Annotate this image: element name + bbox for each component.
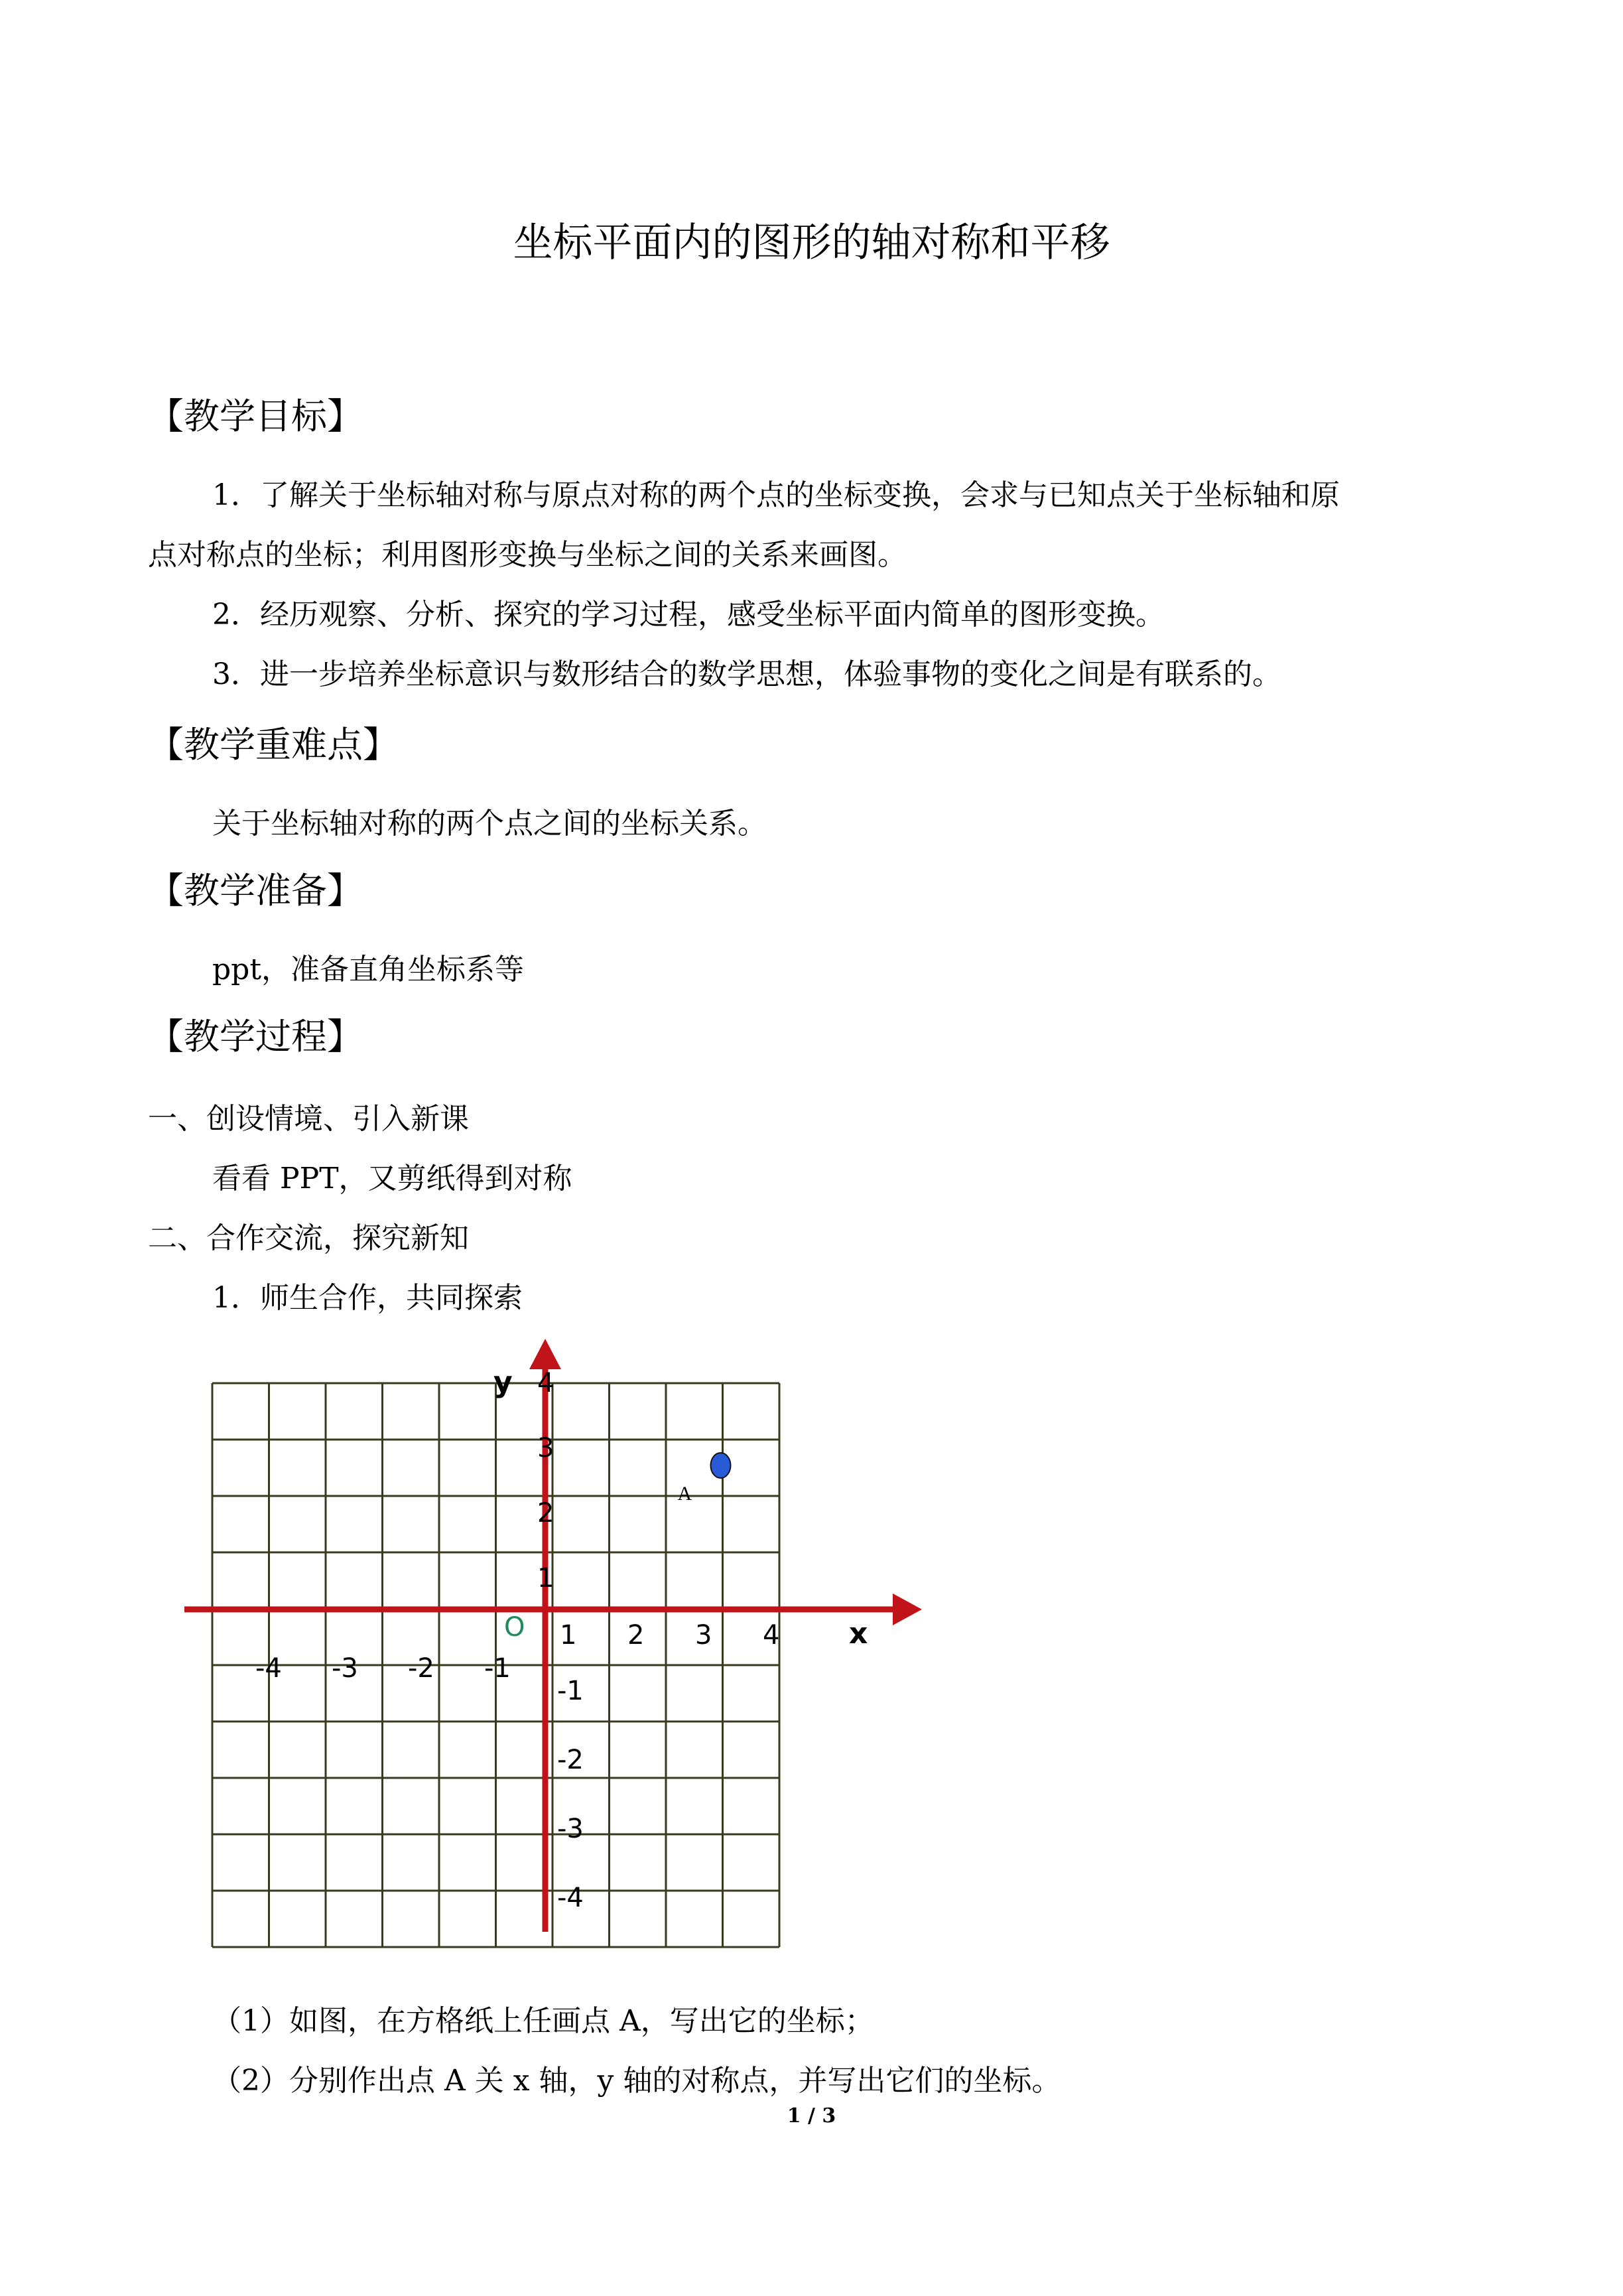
y-tick-label: 1 (537, 1563, 554, 1593)
process-step-2-sub-1: 1．师生合作，共同探索 (212, 1281, 523, 1315)
process-step-1: 一、创设情境、引入新课 (148, 1102, 469, 1136)
goal-3: 3．进一步培养坐标意识与数形结合的数学思想，体验事物的变化之间是有联系的。 (212, 657, 1281, 691)
x-tick-label: 1 (560, 1620, 577, 1651)
x-axis-label: x (849, 1617, 868, 1651)
coordinate-grid-figure (179, 1327, 935, 1957)
process-step-2: 二、合作交流，探究新知 (148, 1221, 469, 1255)
question-1: （1）如图，在方格纸上任画点 A，写出它的坐标； (212, 2004, 874, 2038)
y-axis-arrowhead (529, 1339, 561, 1369)
point-a-label: A (677, 1483, 692, 1505)
x-tick-label: -3 (332, 1653, 358, 1684)
y-tick-label: 4 (537, 1368, 554, 1398)
page-title: 坐标平面内的图形的轴对称和平移 (513, 220, 1110, 266)
x-tick-label: 3 (695, 1620, 712, 1651)
x-tick-label: -2 (408, 1653, 434, 1684)
goal-1-line-2: 点对称点的坐标；利用图形变换与坐标之间的关系来画图。 (148, 538, 907, 572)
x-tick-label: 2 (627, 1620, 645, 1651)
process-step-1-detail: 看看 PPT，又剪纸得到对称 (212, 1162, 572, 1195)
x-tick-label: -1 (484, 1653, 511, 1684)
y-axis-label: y (493, 1365, 513, 1399)
heading-preparation: 【教学准备】 (148, 870, 363, 912)
y-tick-label: -4 (557, 1883, 584, 1913)
heading-key-points: 【教学重难点】 (148, 724, 399, 766)
heading-teaching-goals: 【教学目标】 (148, 395, 363, 437)
y-tick-label: -1 (557, 1676, 584, 1706)
page-number: 1 / 3 (787, 2104, 836, 2127)
y-axis (529, 1339, 561, 1932)
goal-2: 2．经历观察、分析、探究的学习过程，感受坐标平面内简单的图形变换。 (212, 598, 1165, 632)
origin-label: O (504, 1612, 525, 1643)
x-tick-label: 4 (763, 1620, 780, 1651)
goal-1-line-1: 1．了解关于坐标轴对称与原点对称的两个点的坐标变换，会求与已知点关于坐标轴和原 (212, 478, 1340, 512)
key-points-text: 关于坐标轴对称的两个点之间的坐标关系。 (212, 807, 767, 841)
heading-process: 【教学过程】 (148, 1016, 363, 1057)
question-2: （2）分别作出点 A 关 x 轴，y 轴的对称点，并写出它们的坐标。 (212, 2064, 1061, 2098)
y-tick-label: 3 (537, 1433, 554, 1463)
y-tick-label: -3 (557, 1814, 584, 1844)
x-axis-arrowhead (893, 1593, 922, 1625)
y-tick-label: 2 (537, 1498, 554, 1528)
preparation-text: ppt，准备直角坐标系等 (212, 953, 525, 986)
point-a-marker (711, 1453, 731, 1478)
y-tick-label: -2 (557, 1745, 584, 1775)
x-tick-label: -4 (255, 1653, 282, 1684)
